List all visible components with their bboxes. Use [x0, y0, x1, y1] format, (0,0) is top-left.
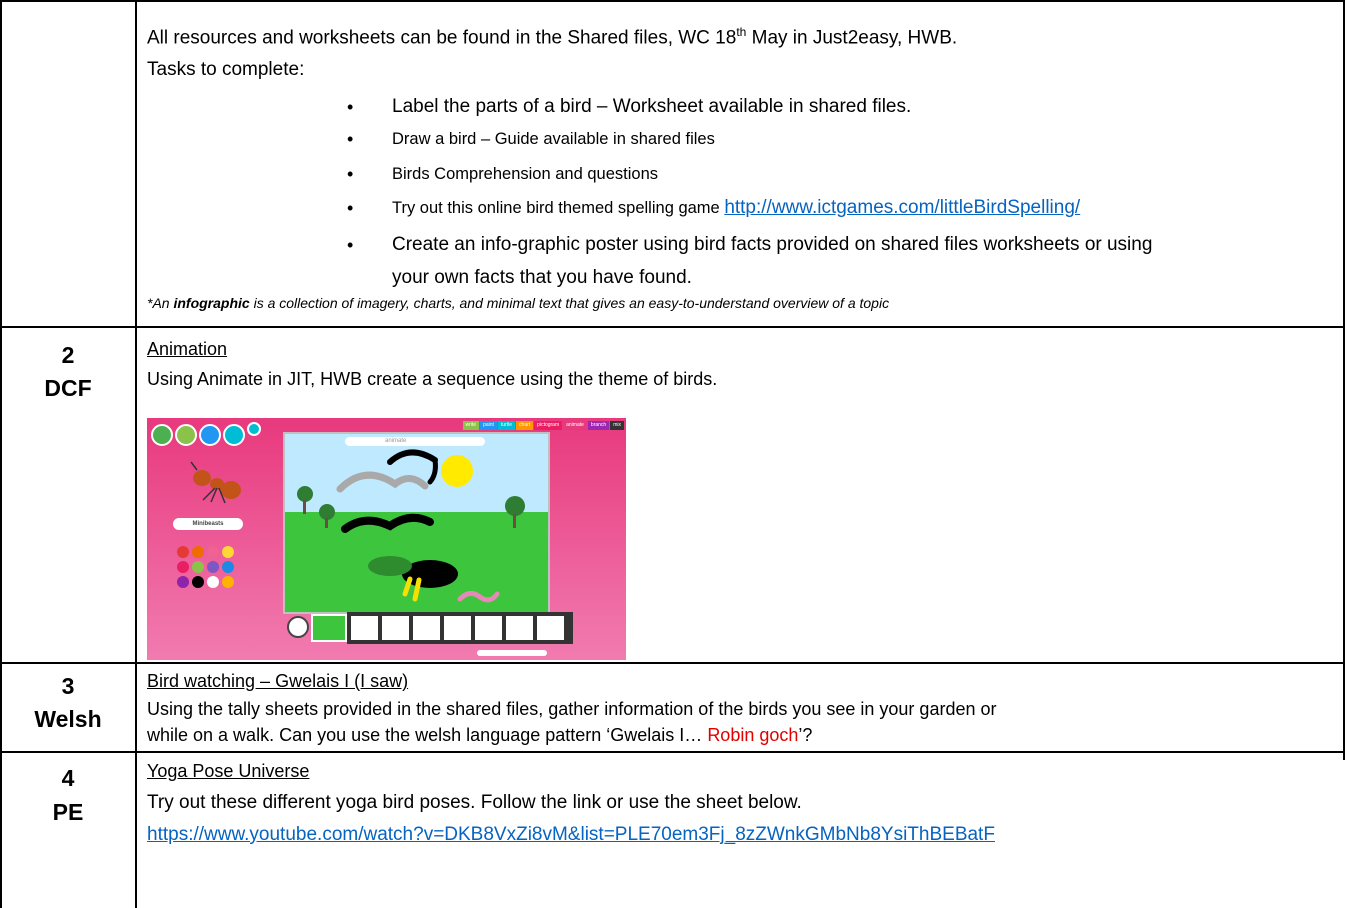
- welsh-pattern-text: while on a walk. Can you use the welsh language pattern ‘Gwelais I…: [147, 725, 708, 745]
- row-text: Using Animate in JIT, HWB create a sequence using the theme of birds.: [147, 369, 718, 389]
- animation-name-field: animate: [345, 437, 485, 446]
- palette-color-swatch: [207, 576, 219, 588]
- animation-frame: [537, 616, 564, 640]
- animation-frame: [382, 616, 409, 640]
- row-number: 4: [61, 765, 75, 791]
- app-tab: pictogram: [534, 421, 562, 430]
- task-text: Try out this online bird themed spelling game: [392, 199, 725, 218]
- app-tab: mix: [610, 421, 624, 430]
- resources-text-end: May in Just2easy, HWB.: [746, 27, 958, 49]
- intro-cell: [147, 16, 1337, 312]
- task-item: [147, 124, 1337, 155]
- animation-frame: [506, 616, 533, 640]
- tasks-heading: Tasks to complete:: [147, 59, 305, 81]
- palette-color-swatch: [177, 546, 189, 558]
- note-bold: infographic: [173, 295, 250, 312]
- zoom-slider: [477, 650, 547, 656]
- app-tool-icon: [223, 424, 245, 446]
- task-item: [147, 90, 1337, 124]
- app-tab: paint: [480, 421, 497, 430]
- palette-color-swatch: [177, 576, 189, 588]
- yoga-video-link[interactable]: https://www.youtube.com/watch?v=DKB8VxZi8vM&list=PLE70em3Fj_8zZWnkGMbNb8YsiThBEBatF: [147, 824, 995, 845]
- palette-color-swatch: [222, 546, 234, 558]
- animation-frame: [413, 616, 440, 640]
- animation-frame: [475, 616, 502, 640]
- row-subject: PE: [52, 799, 84, 825]
- note-text: is a collection of imagery, charts, and minimal text that gives an easy-to-understand overview of a topic: [249, 295, 890, 312]
- task-text: Create an info-graphic poster using bird facts provided on shared files worksheets or using: [392, 234, 1153, 256]
- animation-frame: [444, 616, 471, 640]
- task-list: [147, 90, 1337, 294]
- row-subject: DCF: [44, 375, 92, 401]
- animation-canvas: [283, 432, 550, 614]
- row-title: Bird watching – Gwelais I (I saw): [147, 671, 409, 691]
- frame-timeline: [347, 612, 573, 644]
- app-tab: turtle: [498, 421, 515, 430]
- task-text: Label the parts of a bird – Worksheet available in shared files.: [392, 96, 912, 118]
- task-item: [147, 159, 1337, 190]
- task-item: [147, 228, 1337, 262]
- animate-screenshot: [147, 418, 626, 660]
- resources-line: [147, 16, 1337, 54]
- row-number: 3: [61, 673, 75, 699]
- note-prefix: *An: [147, 295, 174, 312]
- row-subject: Welsh: [34, 706, 102, 732]
- ant-icon: [177, 458, 247, 508]
- row-title: Animation: [147, 339, 228, 359]
- palette-color-swatch: [207, 546, 219, 558]
- bird-drawing-icon: [285, 434, 548, 612]
- row-text: Using the tally sheets provided in the shared files, gather information of the birds you see in your garden or: [147, 699, 997, 719]
- app-tab: chart: [516, 421, 533, 430]
- app-tabs: [463, 421, 624, 430]
- row-divider-2: [0, 326, 1345, 328]
- row-text-line2: [147, 721, 812, 749]
- animation-frame: [351, 616, 378, 640]
- row-divider-3: [0, 662, 1345, 664]
- palette-color-swatch: [177, 561, 189, 573]
- row-divider-4: [0, 751, 1345, 753]
- row-text: Try out these different yoga bird poses. Follow the link or use the sheet below.: [147, 792, 802, 813]
- task-text: Birds Comprehension and questions: [392, 165, 658, 184]
- palette-color-swatch: [207, 561, 219, 573]
- app-tab: branch: [588, 421, 609, 430]
- resources-text: All resources and worksheets can be found in the Shared files, WC 18: [147, 27, 737, 49]
- category-selector: Minibeasts: [173, 518, 243, 530]
- app-tab: write: [463, 421, 480, 430]
- row-divider-1: [0, 0, 1345, 2]
- app-tool-icon: [151, 424, 173, 446]
- row-title: Yoga Pose Universe: [147, 761, 310, 781]
- row-number: 2: [61, 342, 75, 368]
- task-item-continued: [147, 262, 1337, 294]
- resources-sup: th: [736, 25, 747, 39]
- app-tool-icon: [175, 424, 197, 446]
- app-tab: animate: [563, 421, 587, 430]
- app-tool-icon: [247, 422, 261, 436]
- palette-color-swatch: [222, 576, 234, 588]
- infographic-note: [147, 294, 1337, 312]
- task-text: Draw a bird – Guide available in shared files: [392, 130, 715, 149]
- palette-color-swatch: [192, 561, 204, 573]
- preview-frame: [311, 614, 347, 642]
- task-item: [147, 193, 1337, 224]
- task-text: your own facts that you have found.: [392, 267, 692, 289]
- palette-color-swatch: [192, 546, 204, 558]
- table-right-border: [1343, 0, 1345, 760]
- welsh-pattern-end: ’?: [798, 725, 813, 745]
- play-button-icon: [287, 616, 309, 638]
- palette-color-swatch: [192, 576, 204, 588]
- spelling-game-link[interactable]: http://www.ictgames.com/littleBirdSpelling/: [724, 197, 1081, 219]
- palette-color-swatch: [222, 561, 234, 573]
- app-tool-icon: [199, 424, 221, 446]
- welsh-phrase-red: Robin goch: [707, 725, 799, 745]
